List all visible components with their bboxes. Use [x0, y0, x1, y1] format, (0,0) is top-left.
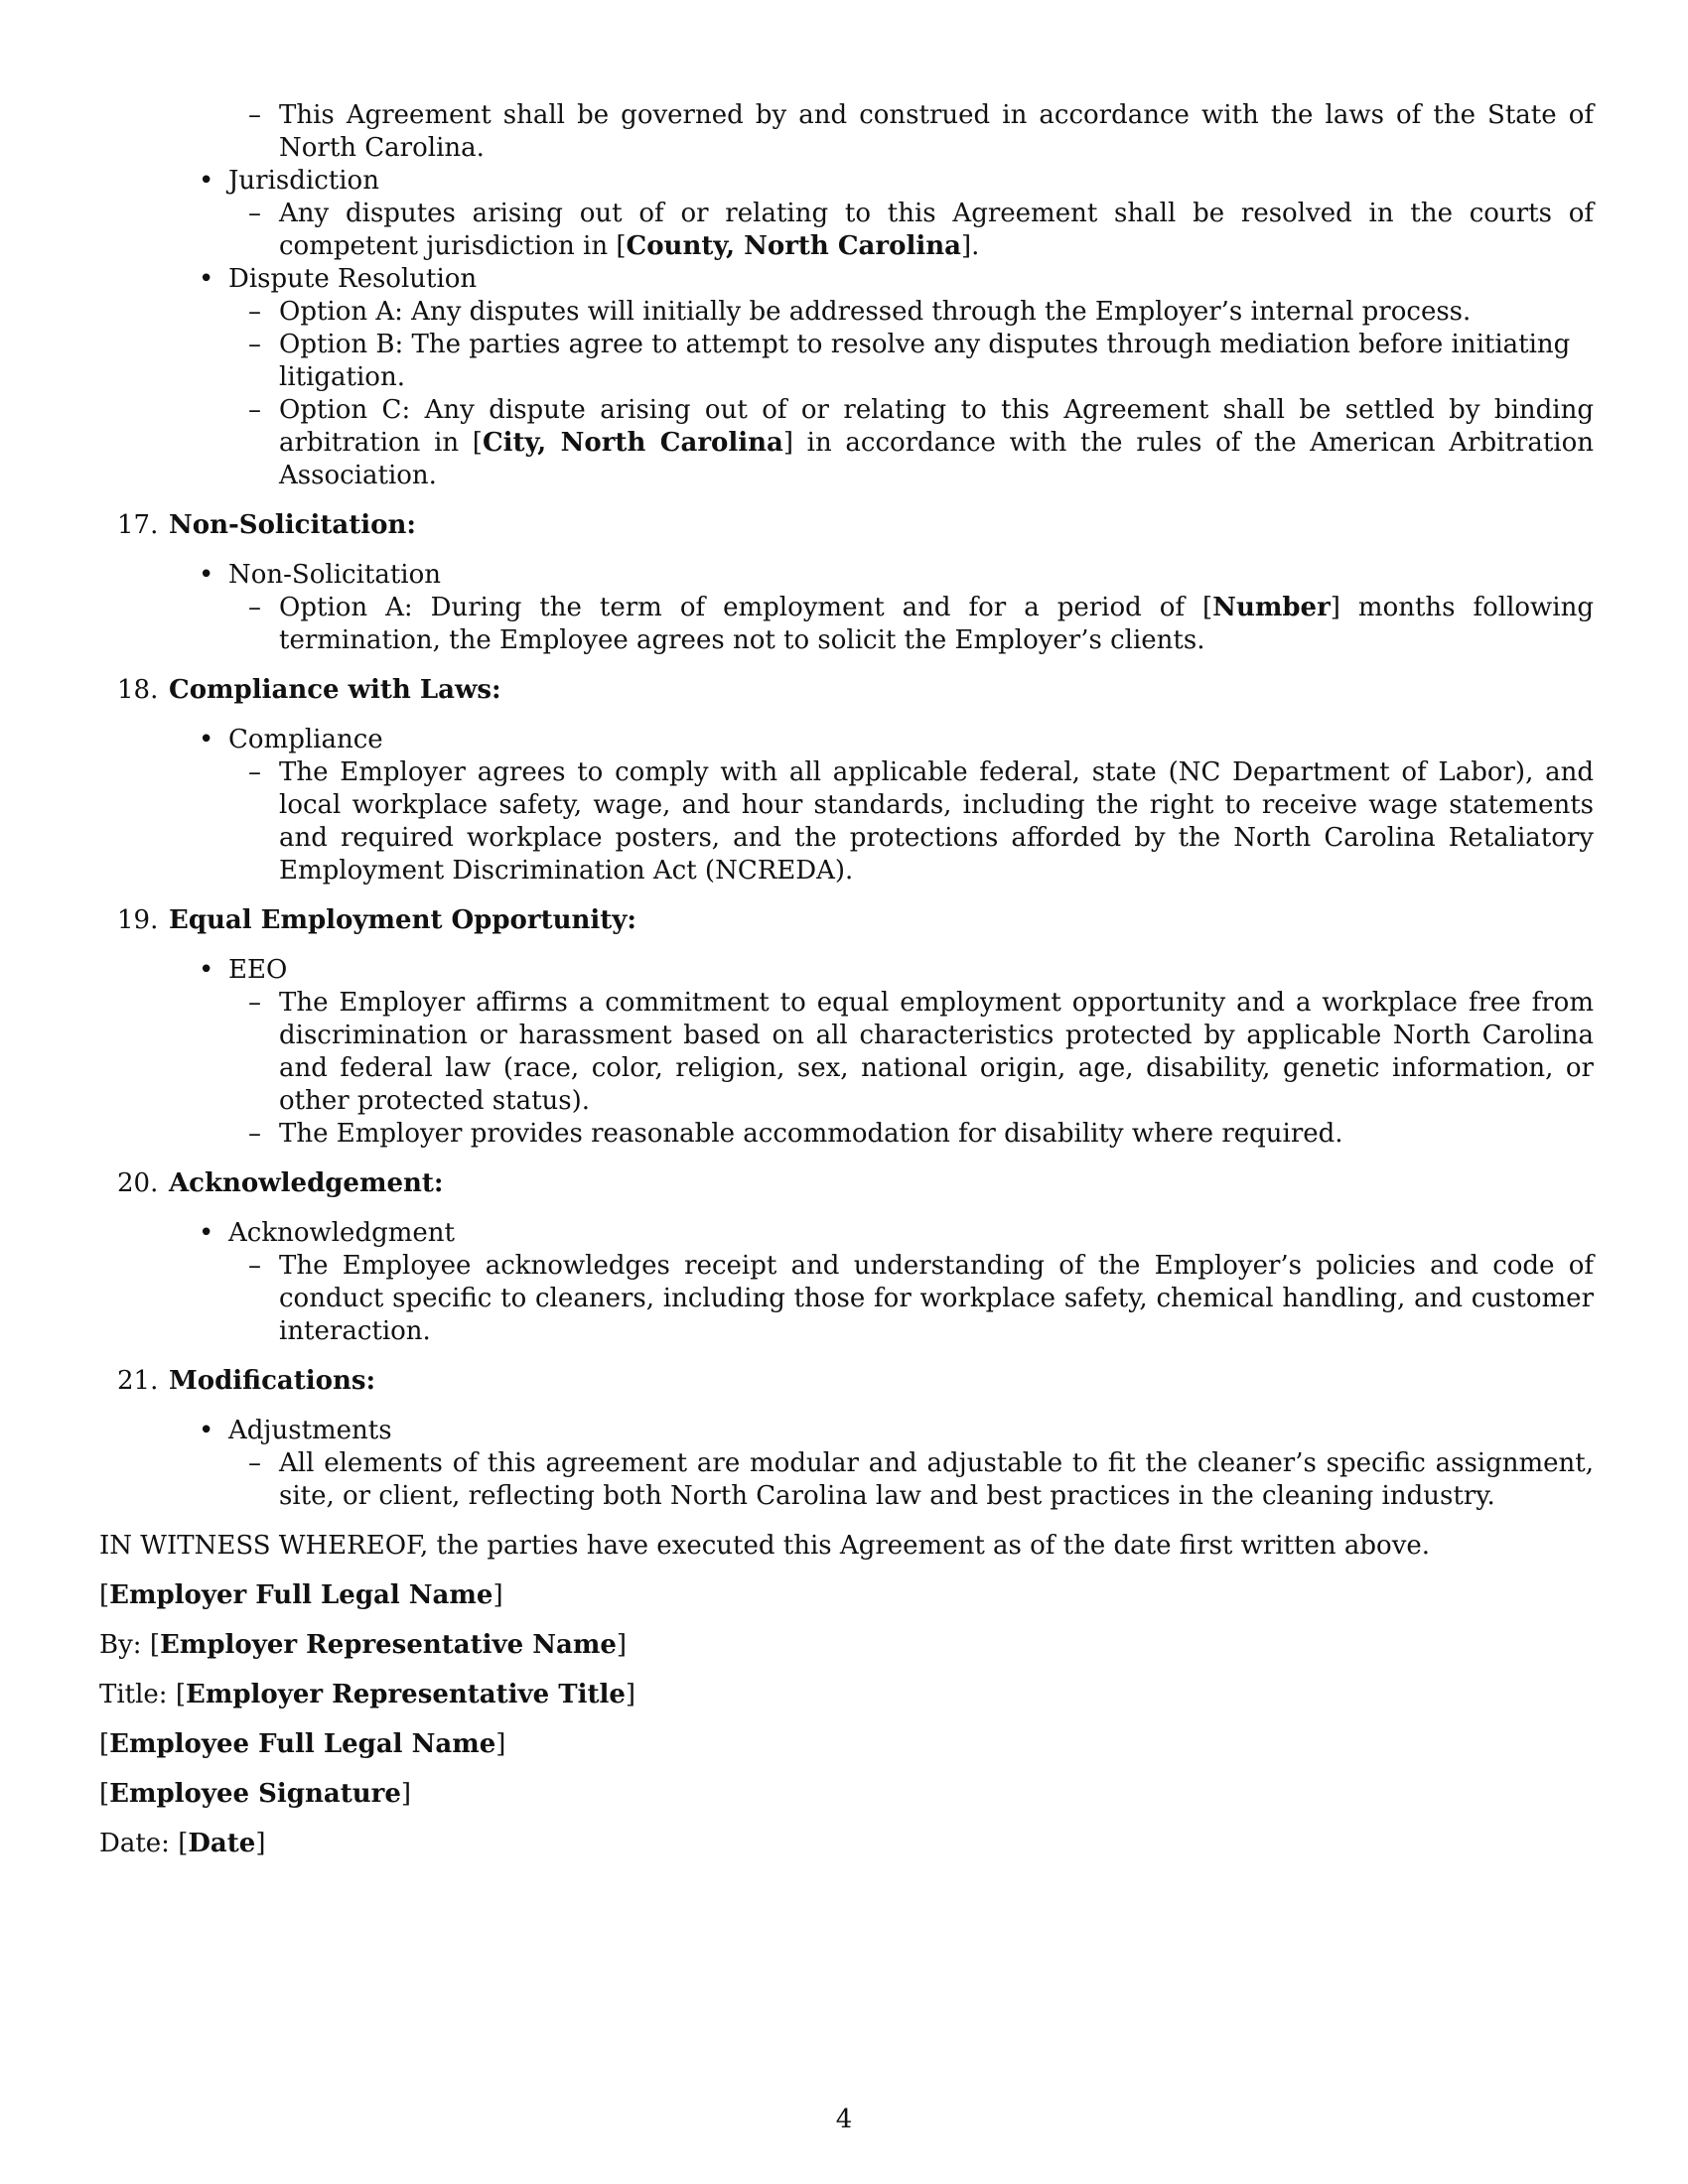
- date-label: Date:: [99, 1829, 170, 1858]
- bullet-marker: •: [199, 1416, 214, 1445]
- employee-signature-placeholder: Employee Signature: [109, 1779, 401, 1809]
- employee-signature-line: [Employee Signature]: [99, 1779, 412, 1809]
- section-19-bullet: [99, 954, 1594, 987]
- dash-marker: –: [248, 593, 261, 622]
- section-21-item: [99, 1447, 1594, 1513]
- rep-name-placeholder: Employer Representative Name: [159, 1630, 617, 1660]
- dash-marker: –: [248, 1448, 261, 1478]
- dash-marker: –: [248, 757, 261, 787]
- jurisdiction-text-post: ].: [960, 231, 980, 261]
- section-20-bullet: [99, 1217, 1594, 1250]
- section-number: 19.: [117, 905, 159, 935]
- employee-name-placeholder: Employee Full Legal Name: [109, 1729, 496, 1759]
- by-label: By:: [99, 1630, 142, 1660]
- bullet-marker: •: [199, 560, 214, 590]
- section-19-item-2: [99, 1118, 1594, 1151]
- governing-law-text: This Agreement shall be governed by and construed in accordance with the laws of the State of North Carolina.: [279, 100, 1594, 163]
- employer-name-line: [Employer Full Legal Name]: [99, 1580, 503, 1610]
- by-line: By: [Employer Representative Name]: [99, 1630, 628, 1660]
- section-17-text-post: ] months following termination, the Employee agrees not to solicit the Employer’s clients.: [279, 593, 1595, 655]
- title-line: Title: [Employer Representative Title]: [99, 1680, 636, 1709]
- section-number: 17.: [117, 510, 159, 540]
- section-17-item: [99, 592, 1594, 657]
- section-title: Compliance with Laws:: [169, 675, 501, 705]
- bullet-marker: •: [199, 955, 214, 985]
- governing-law-item: [99, 99, 1594, 165]
- bullet-label: Adjustments: [228, 1416, 392, 1445]
- document-content: [99, 99, 1594, 1860]
- bullet-label: Compliance: [228, 725, 383, 754]
- section-20-text: The Employee acknowledges receipt and understanding of the Employer’s policies and code of conduct specific to cleaners, including those for workplace safety, chemical handling, and customer interaction.: [279, 1251, 1594, 1346]
- dash-marker: –: [248, 199, 261, 228]
- option-a-item: [99, 296, 1594, 329]
- bullet-marker: •: [199, 725, 214, 754]
- jurisdiction-text-pre: Any disputes arising out of or relating to this Agreement shall be resolved in the courts of competent jurisdiction in [: [279, 199, 1594, 261]
- page-number: 4: [835, 2105, 853, 2134]
- section-title: Non-Solicitation:: [169, 510, 416, 540]
- option-b-text: Option B: The parties agree to attempt to resolve any disputes through mediation before initiating litigation.: [279, 330, 1571, 392]
- section-19-text-1: The Employer affirms a commitment to equal employment opportunity and a workplace free from discrimination or harassment based on all characteristics protected by applicable North Carolina and federal law (race, color, religion, sex, national origin, age, disability, genetic information, or other protected status).: [279, 988, 1594, 1116]
- section-17-text-pre: Option A: During the term of employment and for a period of [: [279, 593, 1213, 622]
- option-b-item: [99, 329, 1594, 394]
- witness-statement: IN WITNESS WHEREOF, the parties have executed this Agreement as of the date first written above.: [99, 1531, 1431, 1561]
- section-18-bullet: [99, 724, 1594, 756]
- dash-marker: –: [248, 395, 261, 425]
- bullet-label: Non-Solicitation: [228, 560, 442, 590]
- section-18-heading: [99, 674, 1594, 707]
- section-20-item: [99, 1250, 1594, 1348]
- section-17-bullet: [99, 559, 1594, 592]
- jurisdiction-placeholder: County, North Carolina: [626, 231, 961, 261]
- section-title: Modifications:: [169, 1366, 376, 1396]
- date-placeholder: Date: [188, 1829, 256, 1858]
- employee-name-line: [Employee Full Legal Name]: [99, 1729, 506, 1759]
- date-line: Date: [Date]: [99, 1829, 266, 1858]
- section-17-heading: [99, 509, 1594, 542]
- section-21-bullet: [99, 1415, 1594, 1447]
- jurisdiction-bullet: [99, 165, 1594, 198]
- dash-marker: –: [248, 330, 261, 359]
- bullet-marker: •: [199, 264, 214, 294]
- section-21-heading: [99, 1365, 1594, 1398]
- section-number: 18.: [117, 675, 159, 705]
- dash-marker: –: [248, 1251, 261, 1281]
- bullet-label: Acknowledgment: [228, 1218, 455, 1248]
- bullet-label: EEO: [228, 955, 288, 985]
- section-number: 21.: [117, 1366, 159, 1396]
- option-c-text-post: ] in accordance with the rules of the American Arbitration Association.: [279, 428, 1594, 490]
- section-number: 20.: [117, 1168, 159, 1198]
- title-label: Title:: [99, 1680, 168, 1709]
- employer-name-placeholder: Employer Full Legal Name: [109, 1580, 493, 1610]
- jurisdiction-label: Jurisdiction: [228, 166, 379, 196]
- section-18-item: [99, 756, 1594, 887]
- dispute-resolution-label: Dispute Resolution: [228, 264, 478, 294]
- rep-title-placeholder: Employer Representative Title: [186, 1680, 626, 1709]
- jurisdiction-item: [99, 198, 1594, 263]
- dash-marker: –: [248, 988, 261, 1018]
- option-a-text: Option A: Any disputes will initially be addressed through the Employer’s internal process.: [279, 297, 1472, 327]
- option-c-item: [99, 394, 1594, 492]
- section-title: Acknowledgement:: [169, 1168, 444, 1198]
- bullet-marker: •: [199, 1218, 214, 1248]
- section-19-text-2: The Employer provides reasonable accommodation for disability where required.: [279, 1119, 1343, 1149]
- dash-marker: –: [248, 100, 261, 130]
- option-c-placeholder: City, North Carolina: [482, 428, 783, 458]
- dispute-resolution-bullet: [99, 263, 1594, 296]
- dash-marker: –: [248, 297, 261, 327]
- section-18-text: The Employer agrees to comply with all applicable federal, state (NC Department of Labor), and local workplace safety, wage, and hour standards, including the right to receive wage statements and required workplace posters, and the protections afforded by the North Carolina Retaliatory Employment Discrimination Act (NCREDA).: [279, 757, 1594, 886]
- section-title: Equal Employment Opportunity:: [169, 905, 636, 935]
- dash-marker: –: [248, 1119, 261, 1149]
- option-c-text-pre: Option C: Any dispute arising out of or relating to this Agreement shall be settled by binding arbitration in [: [279, 395, 1594, 458]
- section-19-heading: [99, 904, 1594, 937]
- bullet-marker: •: [199, 166, 214, 196]
- section-21-text: All elements of this agreement are modular and adjustable to fit the cleaner’s specific assignment, site, or client, reflecting both North Carolina law and best practices in the cleaning industry.: [279, 1448, 1594, 1511]
- section-20-heading: [99, 1167, 1594, 1200]
- number-placeholder: Number: [1212, 593, 1331, 622]
- section-19-item-1: [99, 987, 1594, 1118]
